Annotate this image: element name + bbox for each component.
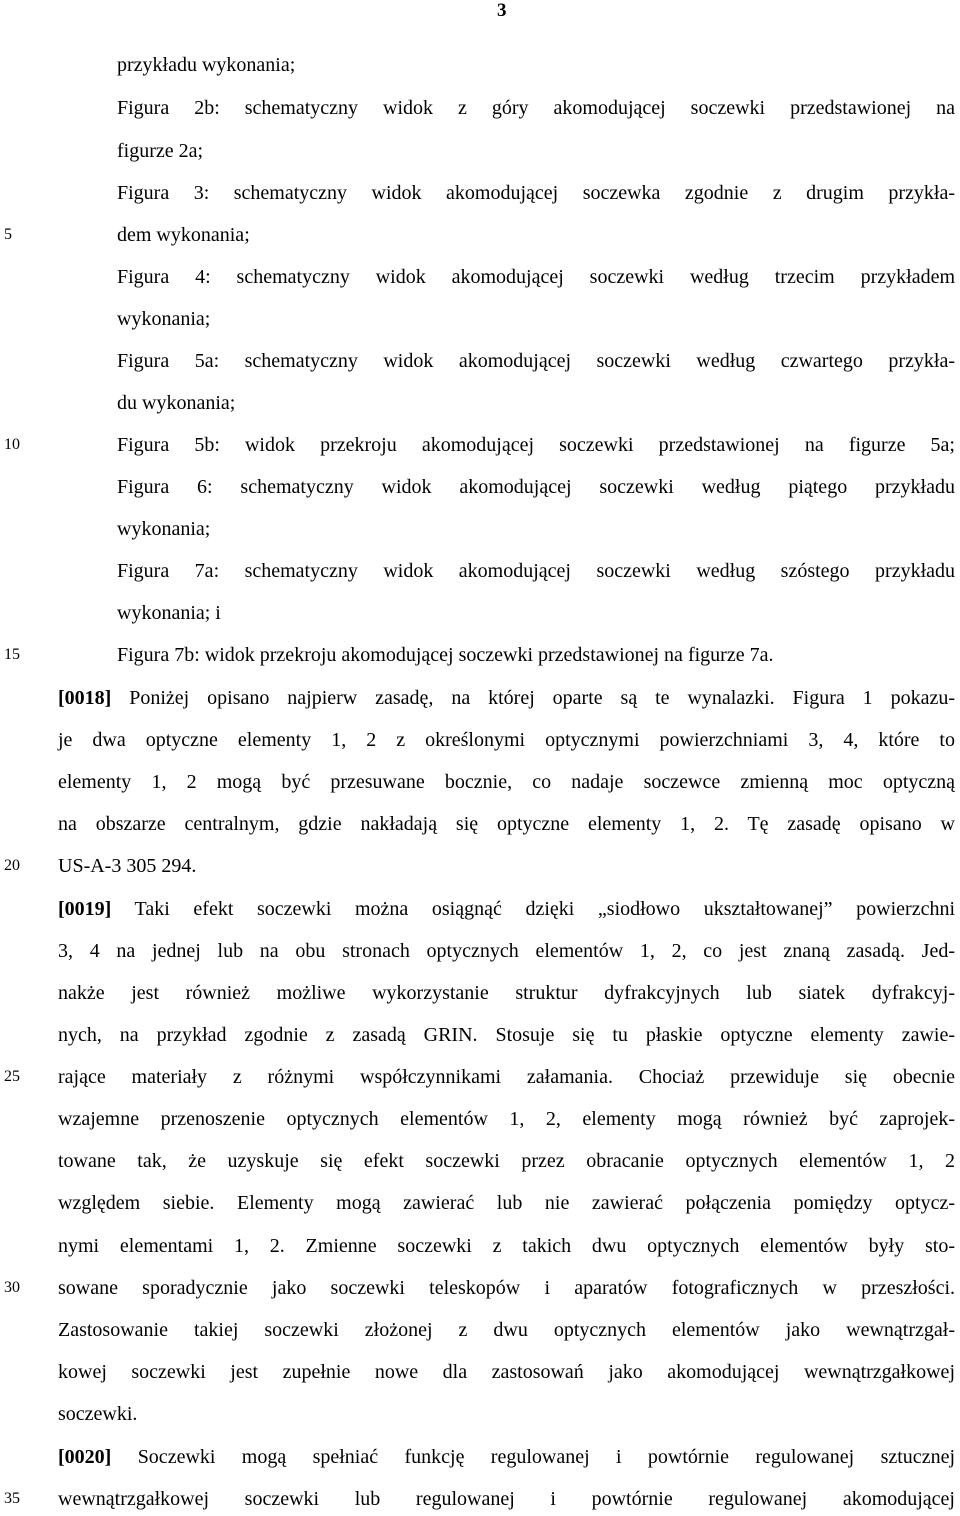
text-line (58, 1148, 955, 1174)
text-line (117, 390, 955, 416)
line-number: 10 (4, 436, 20, 453)
text-line (58, 1233, 955, 1259)
text-line (117, 52, 955, 78)
text-line (117, 642, 955, 668)
text-line (58, 1401, 955, 1427)
text-line (117, 600, 955, 626)
paragraph-number: [0018] (58, 687, 112, 709)
page-number: 3 (497, 0, 507, 21)
text-line (58, 811, 955, 837)
text-line (117, 264, 955, 290)
text-line (58, 853, 955, 879)
text-line (117, 432, 955, 458)
line-text: wykonania; (117, 518, 211, 540)
text-line (117, 474, 955, 500)
line-text: 3, 4 na jednej lub na obu stronach optycznych elementów 1, 2, co jest znaną zasadą. Jed- (58, 940, 955, 962)
line-text: rające materiały z różnymi współczynnikami załamania. Chociaż przewiduje się obecnie (58, 1066, 955, 1088)
line-text: Figura 3: schematyczny widok akomodującej soczewka zgodnie z drugim przykła- (117, 182, 955, 204)
line-text: Zastosowanie takiej soczewki złożonej z dwu optycznych elementów jako wewnątrzgał- (58, 1319, 955, 1341)
text-line (58, 1190, 955, 1216)
text-line (117, 306, 955, 332)
line-text: je dwa optyczne elementy 1, 2 z określonymi optycznymi powierzchniami 3, 4, które to (58, 729, 955, 751)
line-text: Figura 6: schematyczny widok akomodującej soczewki według piątego przykładu (117, 476, 955, 498)
line-text: soczewki. (58, 1403, 138, 1425)
line-number: 15 (4, 646, 20, 663)
text-line (58, 896, 955, 922)
line-text: sowane sporadycznie jako soczewki teleskopów i aparatów fotograficznych w przeszłości. (58, 1277, 955, 1299)
text-line (117, 222, 955, 248)
line-text: na obszarze centralnym, gdzie nakładają się optyczne elementy 1, 2. Tę zasadę opisano w (58, 813, 955, 835)
line-text: wzajemne przenoszenie optycznych elementów 1, 2, elementy mogą również być zaprojek- (58, 1108, 955, 1130)
text-line (58, 1275, 955, 1301)
line-number: 35 (4, 1490, 20, 1507)
line-number: 5 (4, 226, 12, 243)
line-text: du wykonania; (117, 392, 236, 414)
text-line (117, 180, 955, 206)
line-text: Soczewki mogą spełniać funkcję regulowanej i powtórnie regulowanej sztucznej (111, 1446, 955, 1468)
text-line (58, 769, 955, 795)
line-text: nakże jest również możliwe wykorzystanie struktur dyfrakcyjnych lub siatek dyfrakcyj- (58, 982, 955, 1004)
line-text: wewnątrzgałkowej soczewki lub regulowanej i powtórnie regulowanej akomodującej (58, 1488, 955, 1510)
line-text: dem wykonania; (117, 224, 250, 246)
text-line (58, 1022, 955, 1048)
text-line (58, 1317, 955, 1343)
line-text: nymi elementami 1, 2. Zmienne soczewki z takich dwu optycznych elementów były sto- (58, 1235, 955, 1257)
text-line (117, 516, 955, 542)
text-line (58, 685, 955, 711)
text-line (58, 1106, 955, 1132)
text-line (58, 1444, 955, 1470)
line-text: Figura 7b: widok przekroju akomodującej soczewki przedstawionej na figurze 7a. (117, 644, 774, 666)
line-text: przykładu wykonania; (117, 54, 296, 76)
paragraph-number: [0020] (58, 1446, 112, 1468)
text-line (58, 1064, 955, 1090)
line-text: Figura 7a: schematyczny widok akomodującej soczewki według szóstego przykładu (117, 560, 955, 582)
line-text: towane tak, że uzyskuje się efekt soczewki przez obracanie optycznych elementów 1, 2 (58, 1150, 955, 1172)
text-line (117, 558, 955, 584)
text-line (58, 938, 955, 964)
text-line (58, 980, 955, 1006)
line-text: Taki efekt soczewki można osiągnąć dzięki „siodłowo ukształtowanej” powierzchni (111, 898, 955, 920)
text-line (58, 727, 955, 753)
line-number: 25 (4, 1068, 20, 1085)
line-text: nych, na przykład zgodnie z zasadą GRIN. Stosuje się tu płaskie optyczne elementy zawie- (58, 1024, 955, 1046)
text-line (117, 138, 955, 164)
line-number: 20 (4, 857, 20, 874)
line-number: 30 (4, 1279, 20, 1296)
text-line (117, 95, 955, 121)
text-line (58, 1486, 955, 1512)
line-text: elementy 1, 2 mogą być przesuwane bocznie, co nadaje soczewce zmienną moc optyczną (58, 771, 955, 793)
line-text: Figura 2b: schematyczny widok z góry akomodującej soczewki przedstawionej na (117, 97, 955, 119)
line-text: wykonania; i (117, 602, 221, 624)
line-text: US-A-3 305 294. (58, 855, 197, 877)
line-text: Figura 5a: schematyczny widok akomodującej soczewki według czwartego przykła- (117, 350, 955, 372)
line-text: Figura 5b: widok przekroju akomodującej soczewki przedstawionej na figurze 5a; (117, 434, 955, 456)
text-line (117, 348, 955, 374)
line-text: Figura 4: schematyczny widok akomodującej soczewki według trzecim przykładem (117, 266, 955, 288)
paragraph-number: [0019] (58, 898, 112, 920)
line-text: Poniżej opisano najpierw zasadę, na której oparte są te wynalazki. Figura 1 pokazu- (111, 687, 955, 709)
line-text: względem siebie. Elementy mogą zawierać lub nie zawierać połączenia pomiędzy optycz- (58, 1192, 955, 1214)
line-text: kowej soczewki jest zupełnie nowe dla zastosowań jako akomodującej wewnątrzgałkowej (58, 1361, 955, 1383)
text-line (58, 1359, 955, 1385)
line-text: wykonania; (117, 308, 211, 330)
line-text: figurze 2a; (117, 140, 204, 162)
